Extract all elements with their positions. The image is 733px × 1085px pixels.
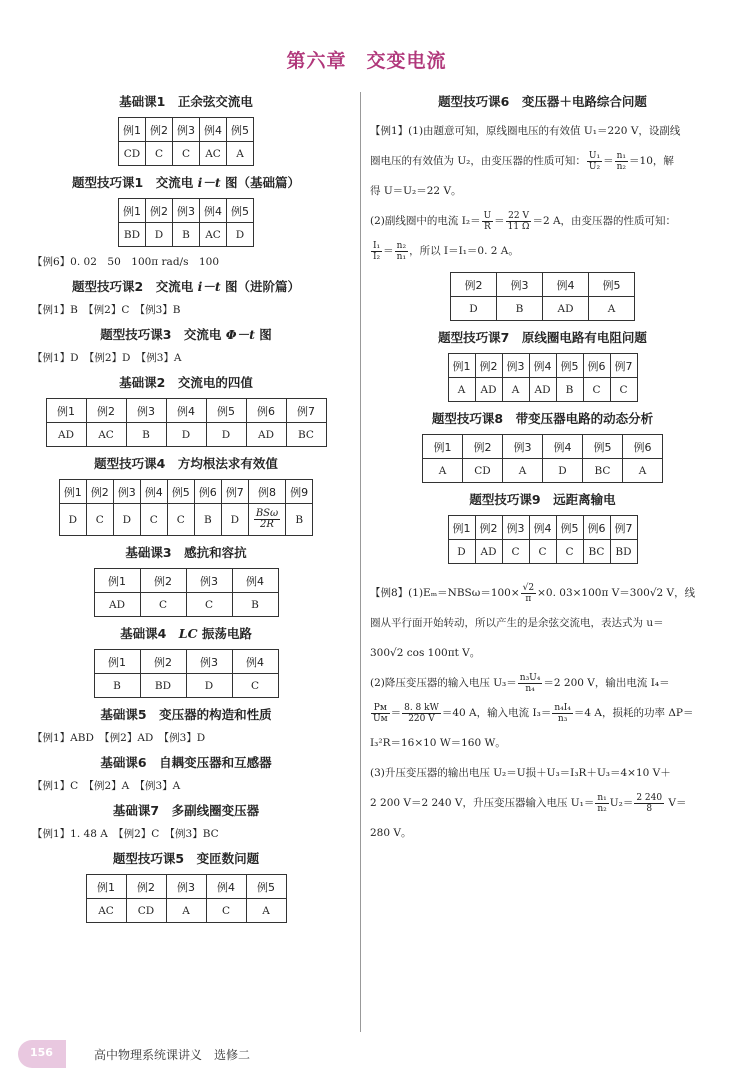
numerator: n₃U₄ (519, 672, 541, 683)
section-heading: 题型技巧课4 方均根法求有效值 (94, 456, 278, 471)
table-value-cell: AD (246, 423, 286, 447)
table-header-cell: 例3 (126, 399, 166, 423)
fraction (587, 151, 602, 172)
table-header-cell: 例6 (194, 480, 221, 504)
text: ＝ (494, 215, 505, 227)
table-header-cell: 例4 (232, 569, 278, 593)
section-heading: 题型技巧课7 原线圈电路有电阻问题 (438, 330, 647, 345)
table-value-cell: B (497, 297, 543, 321)
solution-line: 圈从平行面开始转动，所以产生的是余弦交流电，表达式为 u＝ (370, 617, 664, 629)
table-header-cell: 例6 (583, 516, 610, 540)
denominator: n₂ (616, 161, 627, 172)
table-value-cell: C (86, 504, 113, 536)
page-footer (0, 1030, 733, 1085)
table-header-cell: 例2 (126, 875, 166, 899)
table-header-cell: 例1 (448, 516, 475, 540)
right-column (370, 88, 715, 849)
solution-line: I₃²R＝16×10 W＝160 W。 (370, 737, 506, 749)
denominator: 220 V (408, 713, 435, 724)
solution-line (370, 789, 715, 818)
column-divider (360, 92, 361, 1032)
solution-line (370, 207, 715, 236)
answer-table (59, 479, 313, 536)
table-value-cell: D (166, 423, 206, 447)
numerator: √2 (522, 582, 535, 593)
table-value-cell: AC (200, 142, 227, 166)
table-value-cell: C (186, 593, 232, 617)
solution-line (370, 147, 715, 176)
denominator: 8 (646, 803, 653, 814)
table-header-cell: 例3 (186, 569, 232, 593)
table-value-cell: B (173, 223, 200, 247)
section-heading (26, 173, 346, 191)
table-header-cell: 例5 (556, 516, 583, 540)
table-value-cell: A (589, 297, 635, 321)
numerator: BSω (255, 508, 279, 519)
table-header-cell: 例4 (232, 650, 278, 674)
table-value-cell: AD (46, 423, 86, 447)
text: (2)降压变压器的输入电压 U₃＝ (370, 677, 517, 689)
table-header-cell: 例1 (94, 569, 140, 593)
table-header-cell: 例2 (463, 435, 503, 459)
table-header-cell: 例1 (59, 480, 86, 504)
table-header-cell: 例4 (543, 273, 589, 297)
table-value-cell: A (166, 899, 206, 923)
answer-line: 【例1】1. 48 A 【例2】C 【例3】BC (32, 828, 219, 840)
fraction (506, 211, 532, 232)
table-header-cell: 例2 (475, 516, 502, 540)
table-value-cell: AC (86, 423, 126, 447)
numerator: n₁ (597, 792, 607, 803)
table-header-cell: 例4 (529, 354, 556, 378)
table-value-cell: B (232, 593, 278, 617)
table-header-cell: 例3 (173, 199, 200, 223)
table-value-cell: BD (140, 674, 186, 698)
denominator: R (483, 221, 491, 232)
table-header-cell: 例1 (119, 199, 146, 223)
table-header-cell: 例2 (475, 354, 502, 378)
table-value-cell: C (173, 142, 200, 166)
section-heading: 基础课6 自耦变压器和互感器 (100, 755, 272, 770)
table-value-cell: D (146, 223, 173, 247)
text: ，所以 I＝I₁＝0. 2 A。 (409, 245, 519, 257)
book-title: 高中物理系统课讲义 选修二 (94, 1048, 251, 1062)
answer-table (86, 874, 287, 923)
denominator: n₁ (396, 251, 407, 262)
denominator: U₂ (588, 161, 601, 172)
heading-variable: Φ－t (225, 327, 255, 342)
numerator: n₁ (616, 150, 627, 161)
answer-line: 【例1】ABD 【例2】AD 【例3】D (32, 732, 206, 744)
table-header-cell: 例2 (146, 118, 173, 142)
table-value-cell: BC (286, 423, 326, 447)
table-value-cell: AC (200, 223, 227, 247)
table-value-cell: C (206, 899, 246, 923)
answer-table (118, 117, 254, 166)
table-header-cell: 例1 (119, 118, 146, 142)
table-value-cell: D (221, 504, 248, 536)
table-header-cell: 例3 (497, 273, 543, 297)
table-header-cell: 例4 (200, 118, 227, 142)
table-value-cell: C (140, 504, 167, 536)
table-header-cell: 例4 (166, 399, 206, 423)
table-header-cell: 例5 (206, 399, 246, 423)
text: 圈电压的有效值为 U₂，由变压器的性质可知： (370, 155, 586, 167)
fraction (521, 583, 536, 604)
table-value-cell: C (556, 540, 583, 564)
table-header-cell: 例5 (589, 273, 635, 297)
text: 2 200 V＝2 240 V，升压变压器输入电压 U₁＝ (370, 797, 595, 809)
heading-variable: i－t (197, 175, 221, 190)
table-value-cell: D (227, 223, 254, 247)
table-header-cell: 例7 (286, 399, 326, 423)
table-value-cell: AD (94, 593, 140, 617)
section-heading: 题型技巧课9 远距离输电 (469, 492, 616, 507)
section-heading: 题型技巧课6 变压器＋电路综合问题 (438, 94, 647, 109)
numerator: I₁ (373, 240, 381, 251)
section-heading: 基础课5 变压器的构造和性质 (100, 707, 272, 722)
table-value-cell: A (423, 459, 463, 483)
denominator: 11 Ω (507, 221, 530, 232)
table-value-cell: C (167, 504, 194, 536)
table-header-cell: 例5 (583, 435, 623, 459)
fraction (482, 211, 494, 232)
heading-text: 题型技巧课1 交流电 (72, 175, 198, 190)
table-value-cell: D (186, 674, 232, 698)
table-header-cell: 例1 (46, 399, 86, 423)
table-value-cell: D (59, 504, 86, 536)
text: ＝40 A，输入电流 I₃＝ (441, 707, 552, 719)
denominator: n₂ (597, 803, 607, 814)
table-header-cell: 例3 (502, 354, 529, 378)
denominator: π (525, 593, 532, 604)
section-heading (26, 277, 346, 295)
solution-line: 300√2 cos 100πt V。 (370, 647, 481, 659)
denominator: n₃ (557, 713, 568, 724)
table-value-cell: D (113, 504, 140, 536)
fraction (552, 703, 573, 724)
table-value-cell: AD (529, 378, 556, 402)
fraction (634, 793, 664, 814)
table-header-cell: 例2 (140, 569, 186, 593)
fraction (371, 703, 390, 724)
table-header-cell: 例9 (286, 480, 313, 504)
table-header-cell: 例1 (94, 650, 140, 674)
table-header-cell: 例7 (610, 354, 637, 378)
table-value-cell: C (146, 142, 173, 166)
answer-table (448, 515, 638, 564)
heading-text: 振荡电路 (197, 626, 252, 641)
solution-line (370, 579, 715, 608)
table-header-cell: 例4 (140, 480, 167, 504)
table-header-cell: 例2 (86, 480, 113, 504)
numerator: 22 V (506, 211, 532, 222)
table-header-cell: 例4 (206, 875, 246, 899)
table-value-cell: A (448, 378, 475, 402)
table-header-cell: 例4 (529, 516, 556, 540)
table-value-cell: B (556, 378, 583, 402)
solution-line (370, 237, 715, 266)
table-value-cell: B (94, 674, 140, 698)
numerator: U (483, 210, 492, 221)
table-header-cell: 例1 (423, 435, 463, 459)
text: ＝2 200 V，输出电流 I₄＝ (543, 677, 670, 689)
table-value-cell: D (206, 423, 246, 447)
table-header-cell: 例3 (113, 480, 140, 504)
section-heading: 基础课3 感抗和容抗 (125, 545, 247, 560)
answer-line: 【例1】D 【例2】D 【例3】A (32, 352, 182, 364)
heading-text: 图（基础篇） (220, 175, 300, 190)
table-value-cell: CD (126, 899, 166, 923)
answer-line: 【例6】0. 02 50 100π rad/s 100 (32, 256, 220, 268)
text: 【例8】(1)Eₘ＝NBSω＝100× (370, 587, 520, 599)
table-header-cell: 例3 (186, 650, 232, 674)
answer-table (118, 198, 254, 247)
table-header-cell: 例4 (200, 199, 227, 223)
table-header-cell: 例7 (610, 516, 637, 540)
answer-table (94, 649, 279, 698)
text: ＝ (383, 245, 394, 257)
table-value-cell (248, 504, 285, 536)
table-value-cell: C (583, 378, 610, 402)
numerator: n₂ (396, 240, 407, 251)
fraction (402, 703, 441, 724)
answer-table (46, 398, 327, 447)
answer-table (422, 434, 663, 483)
answer-line: 【例1】C 【例2】A 【例3】A (32, 780, 181, 792)
answer-line: 【例1】B 【例2】C 【例3】B (32, 304, 181, 316)
denominator: n₄ (525, 683, 535, 694)
solution-line (370, 699, 715, 728)
text: (2)副线圈中的电流 I₂＝ (370, 215, 481, 227)
numerator: Pᴍ (371, 703, 390, 714)
table-value-cell: A (503, 459, 543, 483)
heading-text: 题型技巧课3 交流电 (100, 327, 226, 342)
table-header-cell: 例5 (227, 199, 254, 223)
heading-text: 基础课4 (120, 626, 179, 641)
heading-variable: i－t (197, 279, 221, 294)
table-header-cell: 例2 (86, 399, 126, 423)
table-value-cell: C (610, 378, 637, 402)
table-header-cell: 例6 (623, 435, 663, 459)
fraction (371, 241, 382, 262)
table-value-cell: AD (543, 297, 589, 321)
table-header-cell: 例1 (86, 875, 126, 899)
table-header-cell: 例6 (583, 354, 610, 378)
denominator: I₂ (373, 251, 381, 262)
table-value-cell: BD (119, 223, 146, 247)
numerator: 8. 8 kW (404, 702, 439, 713)
table-header-cell: 例6 (246, 399, 286, 423)
solution-line: 280 V。 (370, 827, 412, 839)
table-value-cell: B (126, 423, 166, 447)
answer-table (448, 353, 638, 402)
table-value-cell: BD (610, 540, 637, 564)
table-header-cell: 例4 (543, 435, 583, 459)
table-value-cell: B (286, 504, 313, 536)
section-heading (26, 624, 346, 642)
fraction (615, 151, 628, 172)
numerator: 2 240 (636, 792, 663, 803)
table-value-cell: BC (583, 540, 610, 564)
text: ＝4 A，损耗的功率 ΔP＝ (573, 707, 694, 719)
table-value-cell: AC (86, 899, 126, 923)
fraction (595, 793, 608, 814)
table-value-cell: D (451, 297, 497, 321)
denominator: 2R (260, 519, 274, 530)
heading-text: 图（进阶篇） (220, 279, 300, 294)
text: U₂＝ (609, 797, 634, 809)
table-value-cell: B (194, 504, 221, 536)
table-value-cell: AD (475, 540, 502, 564)
section-heading (26, 325, 346, 343)
table-value-cell: BC (583, 459, 623, 483)
section-heading: 题型技巧课8 带变压器电路的动态分析 (431, 411, 654, 426)
table-header-cell: 例5 (227, 118, 254, 142)
solution-line: 【例1】(1)由题意可知，原线圈电压的有效值 U₁＝220 V，设副线 (370, 125, 681, 137)
numerator: n₄I₄ (554, 702, 571, 713)
text: V＝ (665, 797, 687, 809)
page-number: 156 (30, 1046, 53, 1059)
table-value-cell: A (623, 459, 663, 483)
table-header-cell: 例5 (556, 354, 583, 378)
table-value-cell: CD (463, 459, 503, 483)
section-heading: 基础课2 交流电的四值 (119, 375, 253, 390)
table-header-cell: 例3 (173, 118, 200, 142)
text: ＝ (390, 707, 402, 719)
table-header-cell: 例5 (167, 480, 194, 504)
table-header-cell: 例3 (502, 516, 529, 540)
table-header-cell: 例2 (140, 650, 186, 674)
heading-text: 图 (254, 327, 272, 342)
table-header-cell: 例7 (221, 480, 248, 504)
table-value-cell: AD (475, 378, 502, 402)
table-header-cell: 例3 (166, 875, 206, 899)
text: ×0. 03×100π V＝300√2 V，线 (537, 587, 696, 599)
table-value-cell: C (502, 540, 529, 564)
section-heading: 基础课1 正余弦交流电 (119, 94, 253, 109)
table-value-cell: D (448, 540, 475, 564)
fraction (254, 509, 280, 530)
fraction (518, 673, 543, 694)
solution-line: 得 U＝U₂＝22 V。 (370, 185, 462, 197)
text: ＝2 A，由变压器的性质可知： (532, 215, 677, 227)
table-header-cell: 例1 (448, 354, 475, 378)
table-value-cell: A (227, 142, 254, 166)
heading-text: 题型技巧课2 交流电 (72, 279, 198, 294)
table-value-cell: A (246, 899, 286, 923)
denominator: Uᴍ (373, 713, 388, 724)
heading-variable: LC (178, 626, 198, 641)
text: ＝ (603, 155, 614, 167)
solution-line (370, 669, 715, 698)
solution-line: (3)升压变压器的输出电压 U₂＝U损＋U₃＝I₃R＋U₃＝4×10 V＋ (370, 767, 671, 779)
answer-table (94, 568, 279, 617)
answer-table (450, 272, 635, 321)
numerator: U₁ (588, 150, 601, 161)
table-value-cell: CD (119, 142, 146, 166)
table-value-cell: C (140, 593, 186, 617)
table-header-cell: 例8 (248, 480, 285, 504)
left-column (26, 88, 346, 930)
fraction (395, 241, 408, 262)
table-header-cell: 例3 (503, 435, 543, 459)
section-heading: 题型技巧课5 变匝数问题 (112, 851, 260, 866)
table-value-cell: C (232, 674, 278, 698)
chapter-title: 第六章 交变电流 (286, 50, 447, 72)
table-value-cell: C (529, 540, 556, 564)
table-header-cell: 例2 (451, 273, 497, 297)
table-header-cell: 例5 (246, 875, 286, 899)
table-value-cell: D (543, 459, 583, 483)
section-heading: 基础课7 多副线圈变压器 (112, 803, 260, 818)
table-header-cell: 例2 (146, 199, 173, 223)
text: ＝10，解 (629, 155, 674, 167)
table-value-cell: A (502, 378, 529, 402)
